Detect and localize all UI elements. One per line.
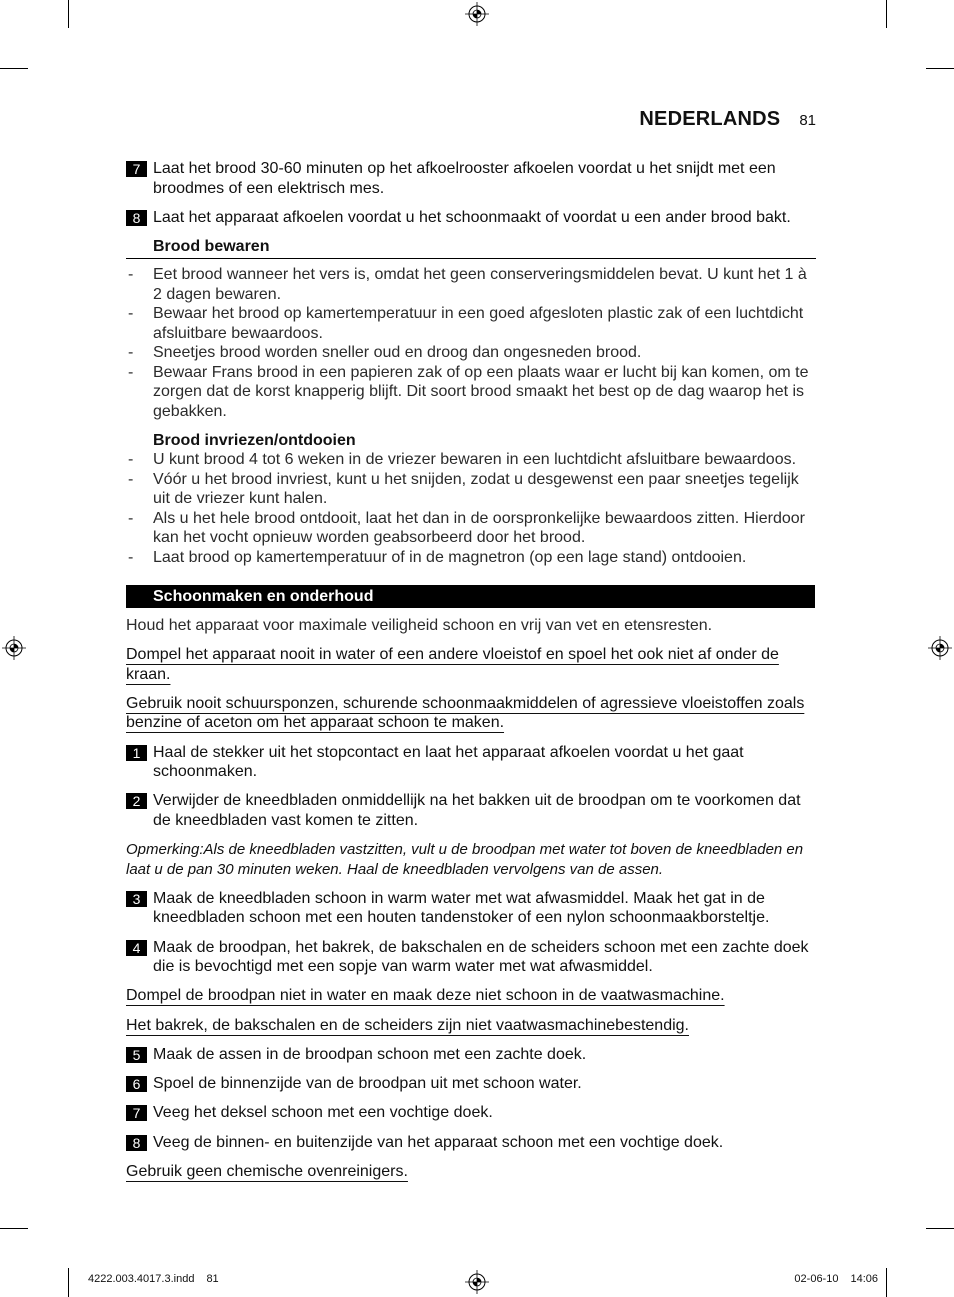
list-item bbox=[126, 509, 816, 548]
list-item-text: Vóór u het brood invriest, kunt u het snijden, zodat u desgewenst een paar sneetjes tegelijk uit de vriezer kunt halen. bbox=[153, 470, 799, 508]
footer-date: 02-06-10 bbox=[794, 1273, 839, 1285]
crop-mark-top-right-vertical bbox=[886, 0, 887, 28]
cleaning-intro: Houd het apparaat voor maximale veiligheid schoon en vrij van vet en etensresten. bbox=[126, 616, 713, 634]
freezing-heading: Brood invriezen/ontdooien bbox=[153, 431, 356, 449]
list-marker: - bbox=[128, 451, 134, 469]
list-marker: - bbox=[128, 363, 134, 381]
step-text: Verwijder de kneedbladen onmiddellijk na het bakken uit de broodpan om te voorkomen dat de kneedbladen vast komen te zitten. bbox=[153, 792, 801, 829]
list-marker: - bbox=[128, 548, 134, 566]
baking-step bbox=[126, 208, 816, 228]
list-item-text: Als u het hele brood ontdooit, laat het dan in de oorspronkelijke bewaardoos zitten. Hierdoor kan het vocht opnieuw worden geabsorbeerd door het brood. bbox=[153, 509, 805, 547]
list-item bbox=[126, 343, 816, 363]
list-marker: - bbox=[128, 509, 134, 527]
note-kneading-blades: Opmerking:Als de kneedbladen vastzitten, vult u de broodpan met water tot boven de kneedbladen en laat u de pan 30 minuten weken. Haal de kneedbladen vervolgens van de assen. bbox=[126, 841, 804, 878]
registration-mark-left-icon bbox=[2, 636, 26, 660]
registration-mark-bottom-icon bbox=[465, 1270, 489, 1294]
page-number: 81 bbox=[799, 112, 816, 129]
step-number: 8 bbox=[126, 1135, 147, 1151]
list-item-text: U kunt brood 4 tot 6 weken in de vriezer bewaren in een luchtdicht afsluitbare bewaardoos. bbox=[153, 451, 797, 469]
step-text: Spoel de binnenzijde van de broodpan uit met schoon water. bbox=[153, 1075, 582, 1092]
step-text: Laat het apparaat afkoelen voordat u het schoonmaakt of voordat u een ander brood bakt. bbox=[153, 208, 791, 226]
list-marker: - bbox=[128, 344, 134, 361]
list-item bbox=[126, 548, 816, 568]
step-text: Laat het brood 30-60 minuten op het afkoelrooster afkoelen voordat u het snijdt met een broodmes of een elektrisch mes. bbox=[153, 160, 776, 197]
list-item-text: Laat brood op kamertemperatuur of in de magnetron (op een lage stand) ontdooien. bbox=[153, 548, 747, 566]
cleaning-step bbox=[126, 1103, 816, 1123]
step-number: 2 bbox=[126, 793, 147, 809]
cleaning-step bbox=[126, 889, 816, 928]
crop-mark-top-left-horizontal bbox=[0, 68, 28, 69]
footer-timestamp bbox=[794, 1272, 878, 1286]
crop-mark-top-left-vertical bbox=[68, 0, 69, 28]
manual-content bbox=[126, 159, 816, 1191]
warning-text: Gebruik nooit schuursponzen, schurende schoonmaakmiddelen of agressieve vloeistoffen zoals benzine of aceton om het apparaat schoon te maken. bbox=[126, 694, 805, 732]
list-item bbox=[126, 470, 816, 509]
footer-time: 14:06 bbox=[850, 1273, 878, 1285]
warning-no-oven-cleaners bbox=[126, 1162, 816, 1182]
step-number: 3 bbox=[126, 891, 147, 907]
step-number: 4 bbox=[126, 940, 147, 956]
cleaning-step bbox=[126, 743, 816, 782]
warning-not-dishwasher-safe bbox=[126, 1016, 816, 1036]
list-item bbox=[126, 265, 816, 304]
step-number: 8 bbox=[126, 210, 147, 226]
list-marker: - bbox=[128, 305, 134, 322]
list-item bbox=[126, 363, 816, 422]
crop-mark-top-right-horizontal bbox=[926, 68, 954, 69]
baking-step bbox=[126, 159, 816, 198]
warning-no-abrasives bbox=[126, 694, 816, 733]
cleaning-step bbox=[126, 1074, 816, 1094]
list-marker: - bbox=[128, 266, 134, 283]
step-text: Haal de stekker uit het stopcontact en laat het apparaat afkoelen voordat u het gaat schoonmaken. bbox=[153, 743, 744, 780]
registration-mark-right-icon bbox=[928, 636, 952, 660]
storing-heading: Brood bewaren bbox=[126, 237, 816, 259]
list-item-text: Sneetjes brood worden sneller oud en droog dan ongesneden brood. bbox=[153, 344, 642, 361]
crop-mark-bottom-left-horizontal bbox=[0, 1228, 28, 1229]
warning-text: Het bakrek, de bakschalen en de scheiders zijn niet vaatwasmachinebestendig. bbox=[126, 1016, 689, 1034]
warning-text: Gebruik geen chemische ovenreinigers. bbox=[126, 1162, 408, 1180]
cleaning-step bbox=[126, 1045, 816, 1065]
crop-mark-bottom-left-vertical bbox=[68, 1268, 69, 1297]
step-number: 6 bbox=[126, 1076, 147, 1092]
footer-file-info bbox=[88, 1272, 219, 1286]
crop-mark-bottom-right-vertical bbox=[886, 1268, 887, 1297]
language-label: NEDERLANDS bbox=[639, 108, 781, 130]
storing-list bbox=[126, 265, 816, 421]
list-item-text: Bewaar Frans brood in een papieren zak of op een plaats waar er lucht bij kan komen, om te zorgen dat de korst knapperig blijft. Dit soort brood smaakt het best op de dag waarop het is gebakken. bbox=[153, 363, 809, 420]
crop-mark-bottom-right-horizontal bbox=[926, 1228, 954, 1229]
warning-text: Dompel de broodpan niet in water en maak deze niet schoon in de vaatwasmachine. bbox=[126, 987, 725, 1005]
step-number: 7 bbox=[126, 161, 147, 177]
list-item-text: Bewaar het brood op kamertemperatuur in een goed afgesloten plastic zak of een luchtdicht afsluitbare bewaardoos. bbox=[153, 305, 804, 342]
list-item bbox=[126, 450, 816, 470]
cleaning-step bbox=[126, 791, 816, 830]
page-header bbox=[639, 108, 816, 132]
cleaning-step bbox=[126, 938, 816, 977]
step-text: Maak de broodpan, het bakrek, de bakschalen en de scheiders schoon met een zachte doek die is bevochtigd met een sopje van warm water met wat afwasmiddel. bbox=[153, 938, 809, 975]
registration-mark-top-icon bbox=[465, 2, 489, 26]
list-item-text: Eet brood wanneer het vers is, omdat het geen conserveringsmiddelen bevat. U kunt het 1 à 2 dagen bewaren. bbox=[153, 266, 807, 303]
step-number: 7 bbox=[126, 1105, 147, 1121]
footer-file-name: 4222.003.4017.3.indd bbox=[88, 1273, 195, 1285]
warning-no-dishwasher-pan bbox=[126, 986, 816, 1006]
list-item bbox=[126, 304, 816, 343]
step-text: Maak de kneedbladen schoon in warm water met wat afwasmiddel. Maak het gat in de kneedbladen schoon met een houten tandenstoker of een nylon schoonmaakborsteltje. bbox=[153, 889, 770, 927]
section-heading-cleaning: Schoonmaken en onderhoud bbox=[126, 585, 815, 608]
cleaning-step bbox=[126, 1133, 816, 1153]
footer-page-number: 81 bbox=[206, 1273, 219, 1285]
step-number: 5 bbox=[126, 1047, 147, 1063]
step-text: Maak de assen in de broodpan schoon met een zachte doek. bbox=[153, 1045, 587, 1063]
warning-text: Dompel het apparaat nooit in water of een andere vloeistof en spoel het ook niet af onder de kraan. bbox=[126, 646, 779, 683]
step-number: 1 bbox=[126, 745, 147, 761]
step-text: Veeg de binnen- en buitenzijde van het apparaat schoon met een vochtige doek. bbox=[153, 1133, 724, 1151]
warning-no-immersion bbox=[126, 645, 816, 684]
list-marker: - bbox=[128, 470, 134, 488]
freezing-list bbox=[126, 450, 816, 567]
step-text: Veeg het deksel schoon met een vochtige doek. bbox=[153, 1104, 493, 1122]
